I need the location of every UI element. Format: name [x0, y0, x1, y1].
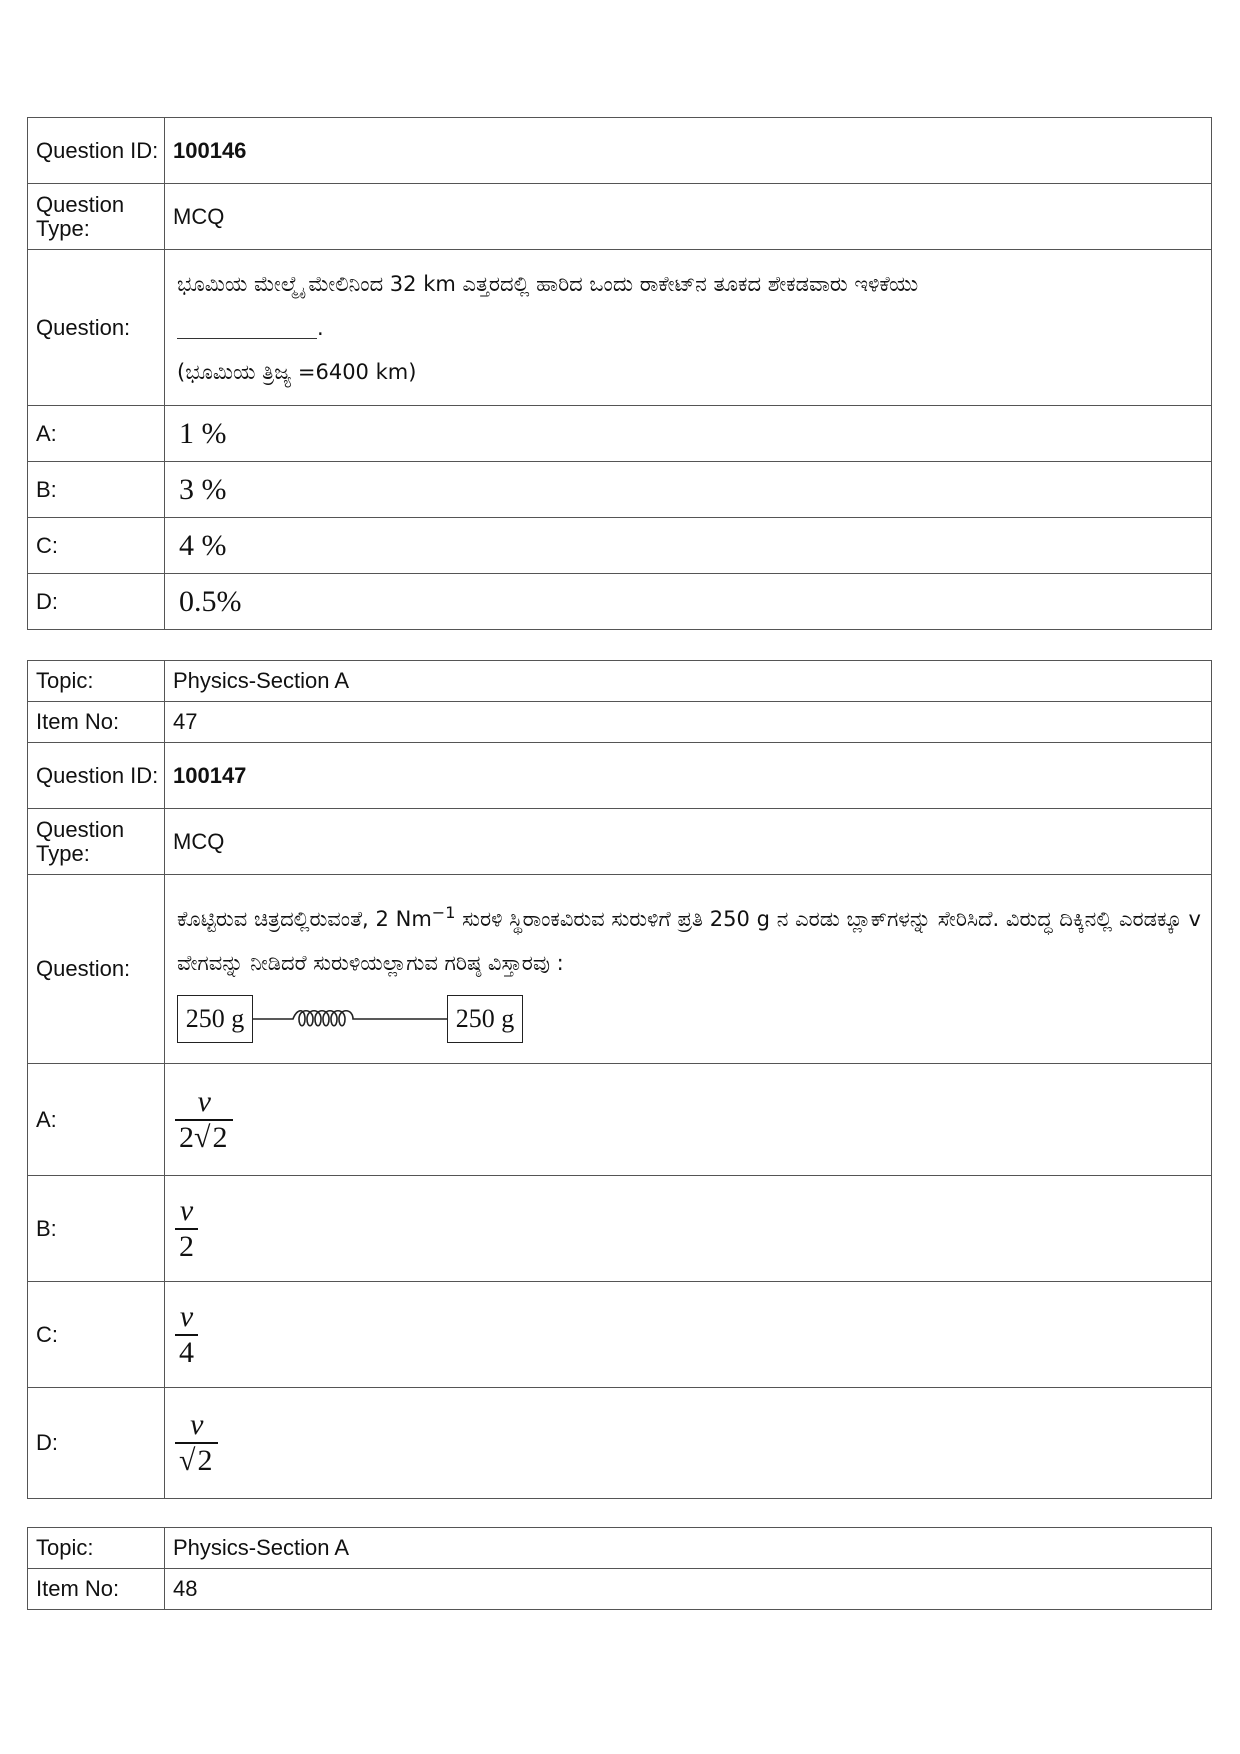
topic-label: Topic: [28, 1528, 165, 1569]
question-id-value: 100146 [165, 118, 1212, 184]
topic-value: Physics-Section A [165, 661, 1212, 702]
option-a-value [165, 1064, 1212, 1176]
option-a-value: 1 % [165, 406, 1212, 462]
question-text [165, 250, 1212, 406]
question-id-value: 100147 [165, 743, 1212, 809]
topic-label: Topic: [28, 661, 165, 702]
numerator: v [197, 1084, 211, 1118]
denominator: 2√2 [179, 1120, 228, 1154]
question-text-part: ಕೊಟ್ಟಿರುವ ಚಿತ್ರದಲ್ಲಿರುವಂತೆ, 2 Nm [177, 907, 432, 931]
fraction [175, 1194, 198, 1264]
question-table-item-48 [27, 1527, 1212, 1610]
fraction [175, 1300, 198, 1370]
question-line: ಭೂಮಿಯ ಮೇಲ್ಮೈ ಮೇಲಿನಿಂದ 32 km ಎತ್ತರದಲ್ಲಿ ಹಾರಿದ ಒಂದು ರಾಕೇಟ್‌ನ ತೂಕದ ಶೇಕಡವಾರು ಇಳಿಕೆಯು [177, 271, 919, 296]
question-label: Question: [28, 250, 165, 406]
option-d-value: 0.5% [165, 574, 1212, 630]
question-table-100147 [27, 660, 1212, 1499]
option-b-value [165, 1176, 1212, 1282]
question-type-value: MCQ [165, 184, 1212, 250]
option-c-value [165, 1282, 1212, 1388]
denominator [175, 1444, 218, 1478]
question-id-label: Question ID: [28, 743, 165, 809]
topic-value: Physics-Section A [165, 1528, 1212, 1569]
answer-blank: . [177, 306, 1201, 350]
question-type-label: Question Type: [28, 184, 165, 250]
option-d-label: D: [28, 1388, 165, 1499]
spring-icon [253, 1004, 447, 1034]
block-right: 250 g [447, 995, 523, 1043]
sqrt-symbol: √2 [179, 1444, 213, 1477]
option-d-value [165, 1388, 1212, 1499]
question-body [177, 891, 1201, 985]
fraction [175, 1085, 233, 1155]
option-c-label: C: [28, 518, 165, 574]
question-text [165, 875, 1212, 1064]
item-no-value: 48 [165, 1569, 1212, 1610]
question-text-part: ಸುರಳಿ ಸ್ಥಿರಾಂಕವಿರುವ ಸುರುಳಿಗೆ ಪ್ರತಿ 250 g ನ ಎರಡು ಬ್ಲಾಕ್‌ಗಳನ್ನು ಸೇರಿಸಿದೆ. ವಿರುದ್ಧ ದಿಕ್ಕಿನಲ್ಲಿ ಎರಡಕ್ಕೂ v ವೇಗವನ್ನು ನೀಡಿದರೆ ಸುರುಳಿಯಲ್ಲಾಗುವ ಗರಿಷ್ಠ ವಿಸ್ತಾರವು : [177, 907, 1201, 975]
item-no-value: 47 [165, 702, 1212, 743]
superscript: −1 [431, 903, 456, 922]
numerator: v [179, 1299, 194, 1333]
numerator: v [179, 1193, 194, 1227]
option-c-value: 4 % [165, 518, 1212, 574]
option-a-label: A: [28, 406, 165, 462]
item-no-label: Item No: [28, 702, 165, 743]
numerator: v [190, 1408, 204, 1441]
option-c-label: C: [28, 1282, 165, 1388]
question-type-value: MCQ [165, 809, 1212, 875]
question-table-100146 [27, 117, 1212, 630]
spring-block-figure [177, 995, 1201, 1043]
denominator: 2 [179, 1229, 194, 1263]
option-d-label: D: [28, 574, 165, 630]
fraction [175, 1408, 218, 1478]
option-b-label: B: [28, 1176, 165, 1282]
denominator: 4 [179, 1335, 194, 1369]
sqrt-symbol: √2 [194, 1120, 228, 1154]
question-id-label: Question ID: [28, 118, 165, 184]
option-b-label: B: [28, 462, 165, 518]
option-b-value: 3 % [165, 462, 1212, 518]
question-note: (ಭೂಮಿಯ ತ್ರಿಜ್ಯ =6400 km) [177, 359, 417, 384]
option-a-label: A: [28, 1064, 165, 1176]
block-left: 250 g [177, 995, 253, 1043]
question-label: Question: [28, 875, 165, 1064]
item-no-label: Item No: [28, 1569, 165, 1610]
question-type-label: Question Type: [28, 809, 165, 875]
